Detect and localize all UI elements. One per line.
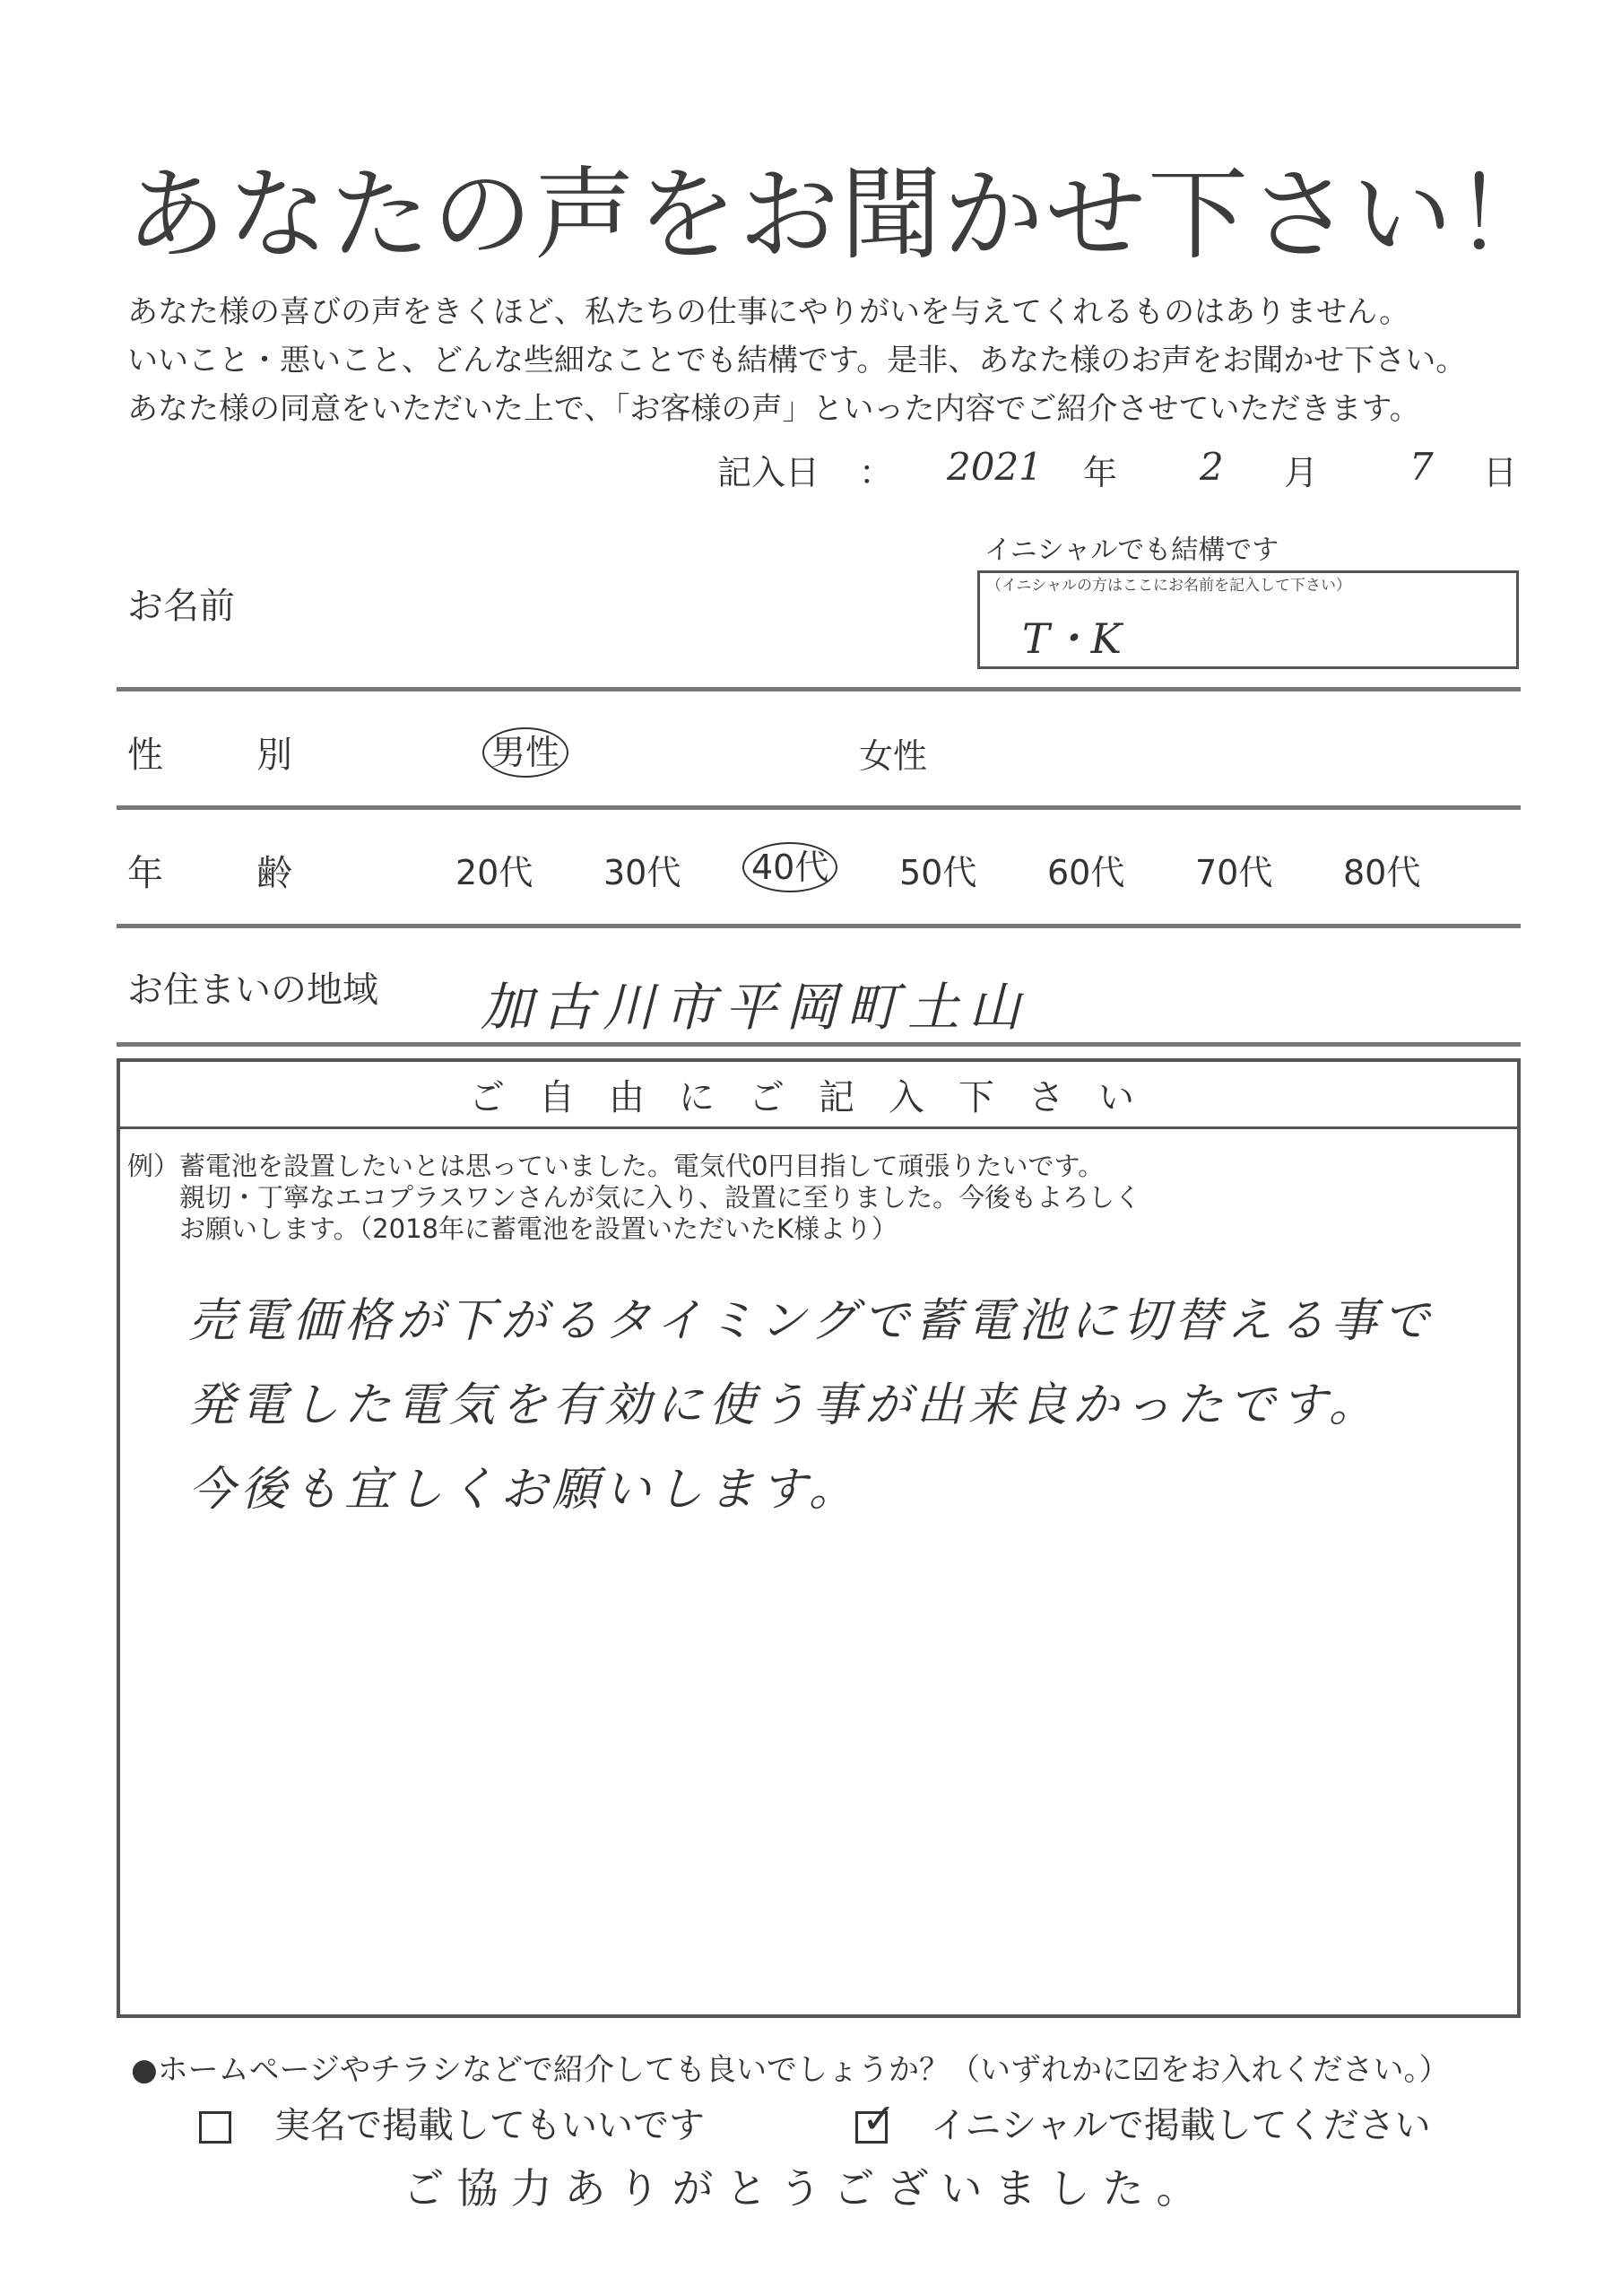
- age-option-20[interactable]: 20代: [455, 853, 533, 892]
- realname-label: 実名で掲載してもいいです: [274, 2105, 705, 2146]
- initial-checkbox[interactable]: [855, 2094, 897, 2144]
- date-year: 2021: [947, 445, 1043, 489]
- divider-gender: [117, 805, 1521, 810]
- example-line-1: 例）蓄電池を設置したいとは思っていました。電気代0円目指して頑張りたいです。: [127, 1151, 1105, 1181]
- age-40-label: 40代: [742, 842, 837, 892]
- example-line-2: 親切・丁寧なエコプラスワンさんが気に入り、設置に至りました。今後もよろしく: [179, 1182, 1141, 1213]
- gender-female-label: 女性: [859, 736, 928, 776]
- consent-option-realname[interactable]: [199, 2097, 705, 2148]
- initial-hint: イニシャルでも結構です: [984, 535, 1279, 566]
- age-option-60[interactable]: 60代: [1047, 853, 1125, 892]
- gender-option-male[interactable]: [482, 725, 568, 774]
- comment-line-1: 売電価格が下がるタイミングで蓄電池に切替える事で: [188, 1294, 1435, 1348]
- age-label: 年 齢: [127, 853, 321, 894]
- initial-label: イニシャルで掲載してください: [931, 2105, 1431, 2146]
- date-day: 7: [1409, 445, 1434, 489]
- page-title: あなたの声をお聞かせ下さい！: [126, 157, 1557, 274]
- free-comment-header: ご自由にご記入下さい: [120, 1062, 1517, 1129]
- divider-age: [117, 924, 1521, 928]
- intro-line-1: あなた様の喜びの声をきくほど、私たちの仕事にやりがいを与えてくれるものはありません。: [127, 294, 1410, 330]
- gender-label: 性 別: [127, 735, 321, 776]
- date-label: 記入日: [717, 453, 820, 492]
- area-label: お住まいの地域: [127, 970, 378, 1011]
- comment-line-3: 今後も宜しくお願いします。: [188, 1463, 861, 1517]
- age-option-70[interactable]: 70代: [1195, 853, 1273, 892]
- name-box-hint: （イニシャルの方はここにお名前を記入して下さい）: [986, 577, 1351, 595]
- age-option-40[interactable]: [742, 839, 837, 889]
- consent-question: ●ホームページやチラシなどで紹介しても良いでしょうか？（いずれかに☑をお入れください。）: [131, 2052, 1450, 2088]
- date-month-unit: 月: [1284, 453, 1319, 492]
- date-colon: ：: [859, 453, 894, 492]
- gender-option-female[interactable]: [859, 728, 927, 778]
- name-value: T・K: [1022, 614, 1123, 663]
- comment-line-2: 発電した電気を有効に使う事が出来良かったです。: [188, 1378, 1381, 1432]
- age-option-30[interactable]: 30代: [603, 853, 681, 892]
- intro-line-3: あなた様の同意をいただいた上で、「お客様の声」といった内容でご紹介させていただきます。: [127, 391, 1420, 427]
- divider-area: [117, 1042, 1521, 1047]
- intro-line-2: いいこと・悪いこと、どんな些細なことでも結構です。是非、あなた様のお声をお聞かせ下さい。: [127, 343, 1467, 378]
- realname-checkbox[interactable]: [199, 2111, 231, 2144]
- thanks-message: ご協力ありがとうございました。: [403, 2164, 1210, 2213]
- divider-name: [117, 687, 1521, 691]
- consent-option-initial[interactable]: [855, 2094, 1431, 2148]
- example-line-3: お願いします。（2018年に蓄電池を設置いただいたK様より）: [179, 1213, 898, 1244]
- date-day-unit: 日: [1483, 453, 1518, 492]
- area-value: 加古川市平岡町土山: [481, 977, 1030, 1038]
- age-option-50[interactable]: 50代: [899, 853, 977, 892]
- age-option-80[interactable]: 80代: [1343, 853, 1421, 892]
- check-mark-icon: ✓: [862, 2094, 897, 2143]
- name-label: お名前: [127, 586, 235, 627]
- date-year-unit: 年: [1083, 453, 1118, 492]
- gender-male-label: 男性: [482, 727, 568, 778]
- date-month: 2: [1200, 445, 1224, 489]
